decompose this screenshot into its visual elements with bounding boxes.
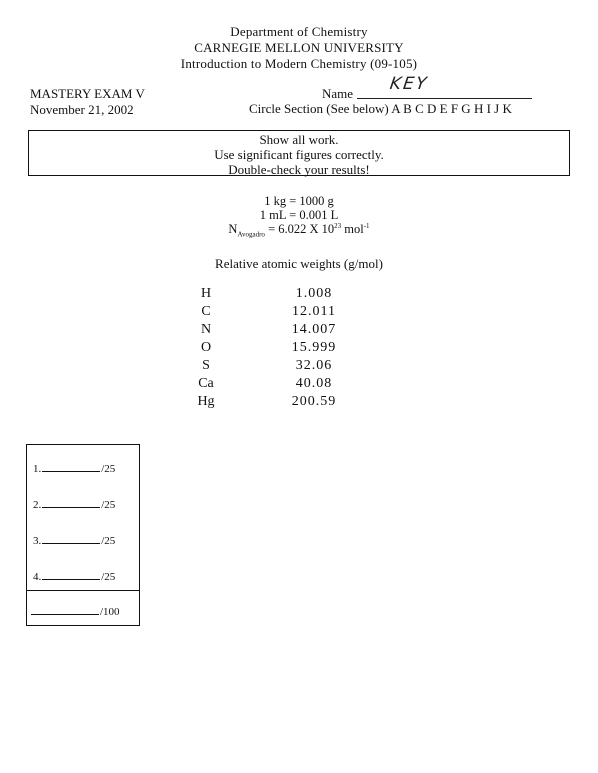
section-selector[interactable]: Circle Section (See below) A B C D E F G H I J K: [249, 101, 512, 116]
question-number: 4.: [33, 571, 42, 583]
constant-ml: 1 mL = 0.001 L: [259, 208, 339, 222]
instruction-line: Use significant figures correctly.: [214, 147, 384, 162]
name-label: Name: [322, 86, 354, 101]
element-symbol: C: [201, 304, 211, 319]
total-score-max: /100: [100, 606, 120, 618]
question-number: 1.: [33, 463, 42, 475]
total-score-row[interactable]: [31, 605, 120, 618]
instruction-line: Double-check your results!: [228, 162, 370, 177]
question-number: 3.: [33, 535, 42, 547]
score-blank[interactable]: [42, 570, 100, 580]
element-symbol: Hg: [197, 394, 215, 409]
score-max: /25: [101, 571, 116, 583]
department-name: Department of Chemistry: [230, 24, 368, 39]
exam-title: MASTERY EXAM V: [30, 86, 145, 101]
element-symbol: S: [202, 358, 210, 373]
element-weight: 40.08: [295, 376, 333, 391]
score-row-1[interactable]: [33, 462, 115, 475]
element-weight: 12.011: [292, 304, 336, 319]
element-weight: 32.06: [295, 358, 333, 373]
score-max: /25: [101, 499, 116, 511]
atomic-weights-table: [0, 286, 598, 416]
element-symbol: H: [200, 286, 212, 301]
score-row-2[interactable]: [33, 498, 115, 511]
score-blank[interactable]: [42, 498, 100, 508]
score-box: [26, 444, 140, 626]
score-blank[interactable]: [42, 534, 100, 544]
exam-date: November 21, 2002: [30, 102, 134, 117]
constant-kg: 1 kg = 1000 g: [264, 194, 334, 208]
element-symbol: Ca: [198, 376, 214, 391]
total-score-blank[interactable]: [31, 605, 99, 615]
university-name: CARNEGIE MELLON UNIVERSITY: [194, 40, 404, 55]
score-max: /25: [101, 463, 116, 475]
score-row-4[interactable]: [33, 570, 115, 583]
element-weight: 15.999: [291, 340, 337, 355]
name-field[interactable]: [357, 98, 532, 99]
element-weight: 14.007: [291, 322, 337, 337]
element-weight: 200.59: [291, 394, 337, 409]
course-title: Introduction to Modern Chemistry (09-105): [180, 56, 418, 71]
instructions-box: [28, 130, 570, 176]
name-value-handwritten: KEY: [388, 74, 430, 94]
instruction-line: Show all work.: [259, 132, 339, 147]
element-symbol: N: [200, 322, 212, 337]
atomic-weights-heading: Relative atomic weights (g/mol): [215, 256, 383, 271]
score-max: /25: [101, 535, 116, 547]
score-blank[interactable]: [42, 462, 100, 472]
element-symbol: O: [200, 340, 212, 355]
score-divider: [27, 590, 139, 591]
score-row-3[interactable]: [33, 534, 115, 547]
element-weight: 1.008: [295, 286, 333, 301]
constant-avogadro: $N_{Avogadro} = 6.022$ X $10^{23}$ mol$^{-1}$: [228, 222, 370, 239]
question-number: 2.: [33, 499, 42, 511]
